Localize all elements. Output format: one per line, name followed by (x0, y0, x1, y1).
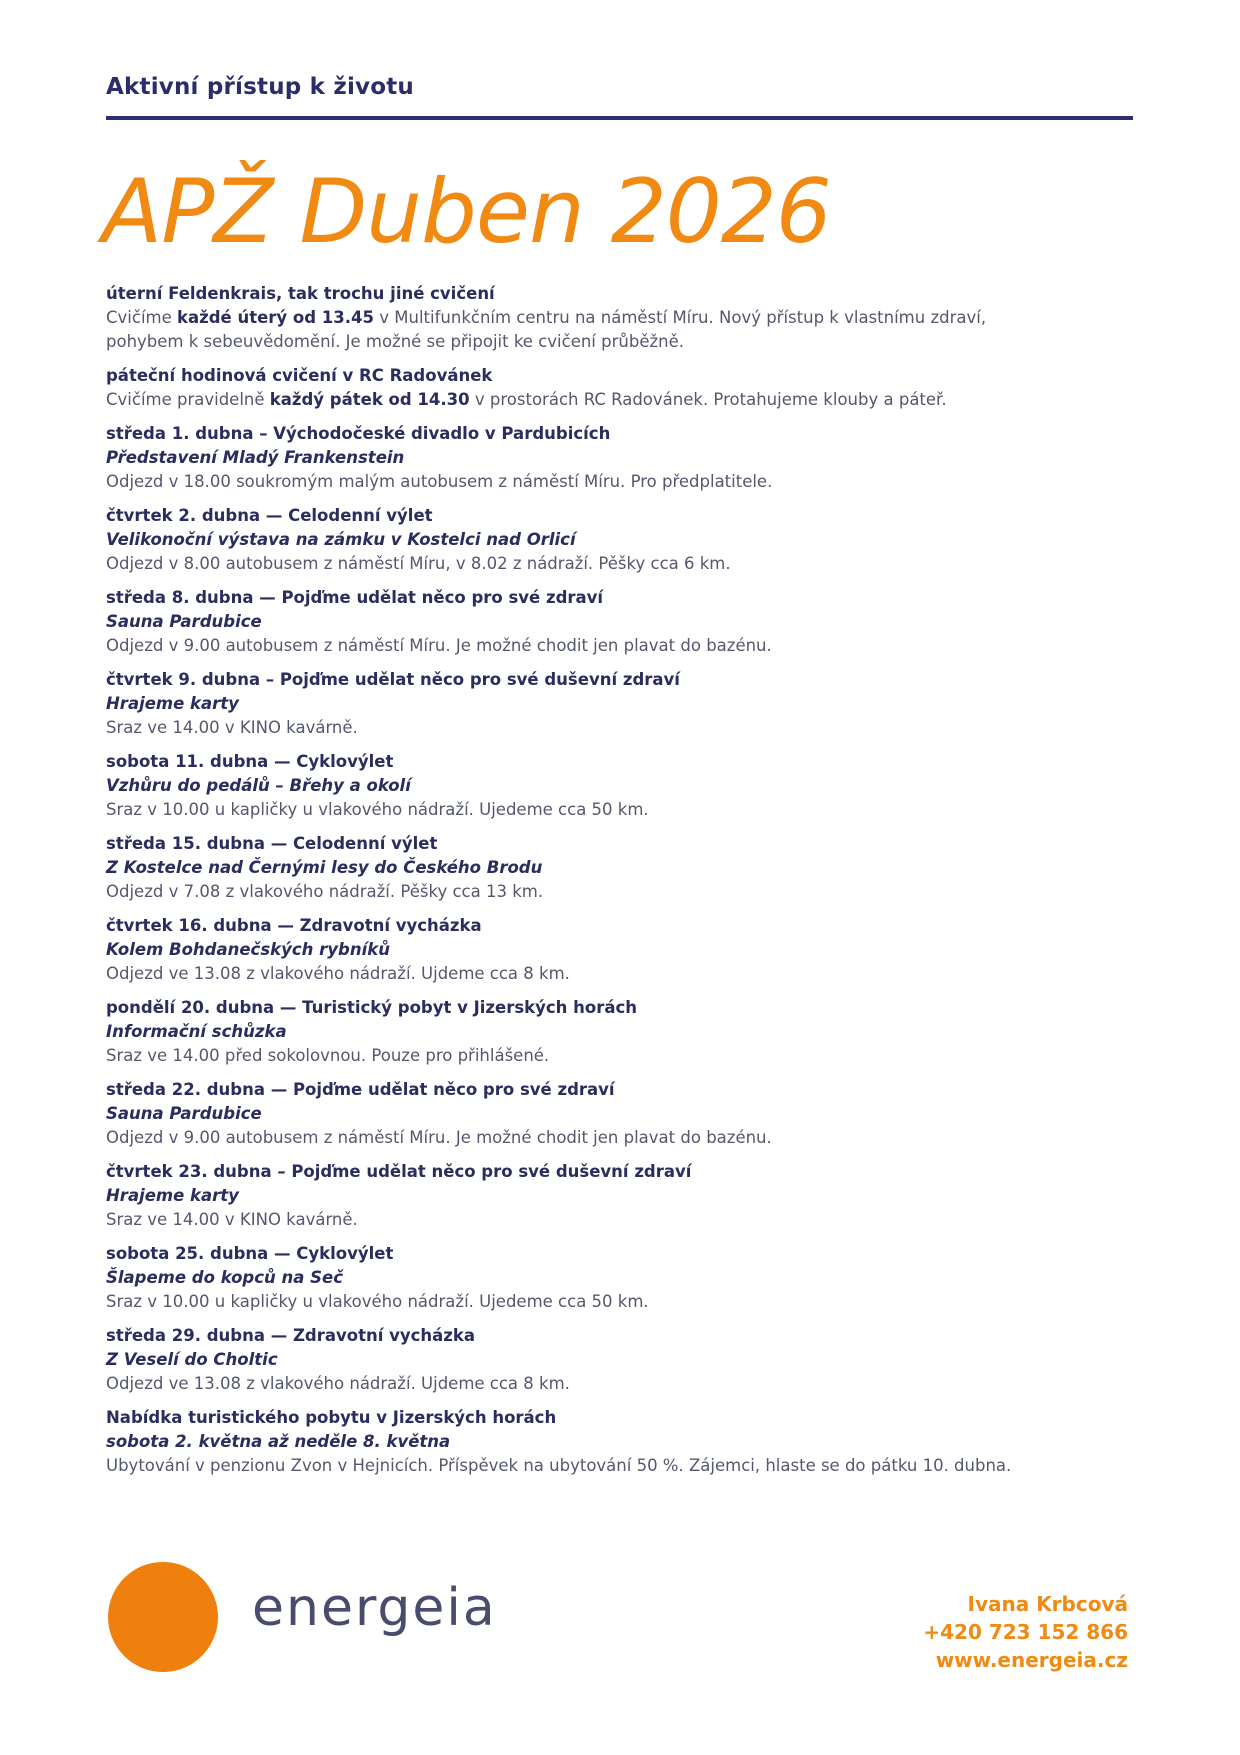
event-entry (106, 996, 1066, 1068)
event-entry (106, 1078, 1066, 1150)
event-entry (106, 668, 1066, 740)
event-entry (106, 914, 1066, 986)
header-title: Aktivní přístup k životu (106, 74, 414, 100)
event-subtitle: Informační schůzka (106, 1022, 287, 1041)
event-subtitle: Hrajeme karty (106, 694, 239, 713)
event-description: Sraz ve 14.00 před sokolovnou. Pouze pro přihlášené. (106, 1046, 550, 1065)
header-divider (106, 116, 1133, 120)
event-heading: úterní Feldenkrais, tak trochu jiné cvičení (106, 284, 495, 303)
event-entry (106, 1160, 1066, 1232)
event-description: Odjezd v 7.08 z vlakového nádraží. Pěšky cca 13 km. (106, 882, 544, 901)
page-title: APŽ Duben 2026 (102, 160, 831, 263)
event-entry (106, 364, 1066, 412)
event-entry (106, 422, 1066, 494)
event-heading: středa 29. dubna — Zdravotní vycházka (106, 1326, 475, 1345)
event-heading: pondělí 20. dubna — Turistický pobyt v Jizerských horách (106, 998, 638, 1017)
event-description: Cvičíme pravidelně každý pátek od 14.30 v prostorách RC Radovánek. Protahujeme klouby a páteř. (106, 390, 947, 409)
event-heading: středa 22. dubna — Pojďme udělat něco pro své zdraví (106, 1080, 615, 1099)
event-heading: sobota 25. dubna — Cyklovýlet (106, 1244, 394, 1263)
contact-block (923, 1590, 1128, 1674)
event-entry (106, 750, 1066, 822)
event-heading: Nabídka turistického pobytu v Jizerských horách (106, 1408, 557, 1427)
event-subtitle: Z Veselí do Choltic (106, 1350, 278, 1369)
contact-website: www.energeia.cz (935, 1648, 1128, 1672)
event-description: Cvičíme každé úterý od 13.45 v Multifunkčním centru na náměstí Míru. Nový přístup k vlastnímu zdraví, pohybem k sebeuvědomění. Je možné se připojit ke cvičení průběžně. (106, 308, 987, 351)
event-description: Odjezd v 18.00 soukromým malým autobusem z náměstí Míru. Pro předplatitele. (106, 472, 773, 491)
event-entry (106, 832, 1066, 904)
event-subtitle: Hrajeme karty (106, 1186, 239, 1205)
event-heading: čtvrtek 23. dubna – Pojďme udělat něco pro své duševní zdraví (106, 1162, 692, 1181)
event-subtitle: Z Kostelce nad Černými lesy do Českého Brodu (106, 858, 543, 877)
event-subtitle: Představení Mladý Frankenstein (106, 448, 405, 467)
event-subtitle: sobota 2. května až neděle 8. května (106, 1432, 451, 1451)
event-description: Odjezd ve 13.08 z vlakového nádraží. Ujdeme cca 8 km. (106, 964, 570, 983)
event-entry (106, 1242, 1066, 1314)
event-heading: páteční hodinová cvičení v RC Radovánek (106, 366, 493, 385)
event-heading: čtvrtek 2. dubna — Celodenní výlet (106, 506, 433, 525)
event-description: Odjezd v 8.00 autobusem z náměstí Míru, v 8.02 z nádraží. Pěšky cca 6 km. (106, 554, 731, 573)
event-entry (106, 1406, 1066, 1478)
event-heading: čtvrtek 9. dubna – Pojďme udělat něco pro své duševní zdraví (106, 670, 680, 689)
event-subtitle: Sauna Pardubice (106, 612, 262, 631)
contact-name: Ivana Krbcová (967, 1592, 1128, 1616)
event-heading: sobota 11. dubna — Cyklovýlet (106, 752, 394, 771)
event-heading: středa 15. dubna — Celodenní výlet (106, 834, 438, 853)
event-entry (106, 1324, 1066, 1396)
event-description: Sraz v 10.00 u kapličky u vlakového nádraží. Ujedeme cca 50 km. (106, 800, 649, 819)
event-description: Sraz v 10.00 u kapličky u vlakového nádraží. Ujedeme cca 50 km. (106, 1292, 649, 1311)
energeia-logo-text: energeia (252, 1578, 497, 1638)
contact-phone: +420 723 152 866 (923, 1620, 1128, 1644)
event-description: Sraz ve 14.00 v KINO kavárně. (106, 1210, 358, 1229)
event-heading: středa 8. dubna — Pojďme udělat něco pro své zdraví (106, 588, 604, 607)
event-subtitle: Šlapeme do kopců na Seč (106, 1268, 343, 1287)
event-heading: středa 1. dubna – Východočeské divadlo v Pardubicích (106, 424, 611, 443)
event-subtitle: Sauna Pardubice (106, 1104, 262, 1123)
event-description: Odjezd ve 13.08 z vlakového nádraží. Ujdeme cca 8 km. (106, 1374, 570, 1393)
event-description: Odjezd v 9.00 autobusem z náměstí Míru. Je možné chodit jen plavat do bazénu. (106, 1128, 772, 1147)
event-list (106, 282, 1066, 1488)
event-heading: čtvrtek 16. dubna — Zdravotní vycházka (106, 916, 482, 935)
event-entry (106, 282, 1066, 354)
energeia-logo-circle-icon (108, 1562, 218, 1672)
event-subtitle: Velikonoční výstava na zámku v Kostelci nad Orlicí (106, 530, 576, 549)
event-entry (106, 586, 1066, 658)
event-description: Sraz ve 14.00 v KINO kavárně. (106, 718, 358, 737)
event-entry (106, 504, 1066, 576)
event-description: Ubytování v penzionu Zvon v Hejnicích. Příspěvek na ubytování 50 %. Zájemci, hlaste se do pátku 10. dubna. (106, 1456, 1012, 1475)
event-description: Odjezd v 9.00 autobusem z náměstí Míru. Je možné chodit jen plavat do bazénu. (106, 636, 772, 655)
event-subtitle: Kolem Bohdanečských rybníků (106, 940, 390, 959)
event-subtitle: Vzhůru do pedálů – Břehy a okolí (106, 776, 411, 795)
